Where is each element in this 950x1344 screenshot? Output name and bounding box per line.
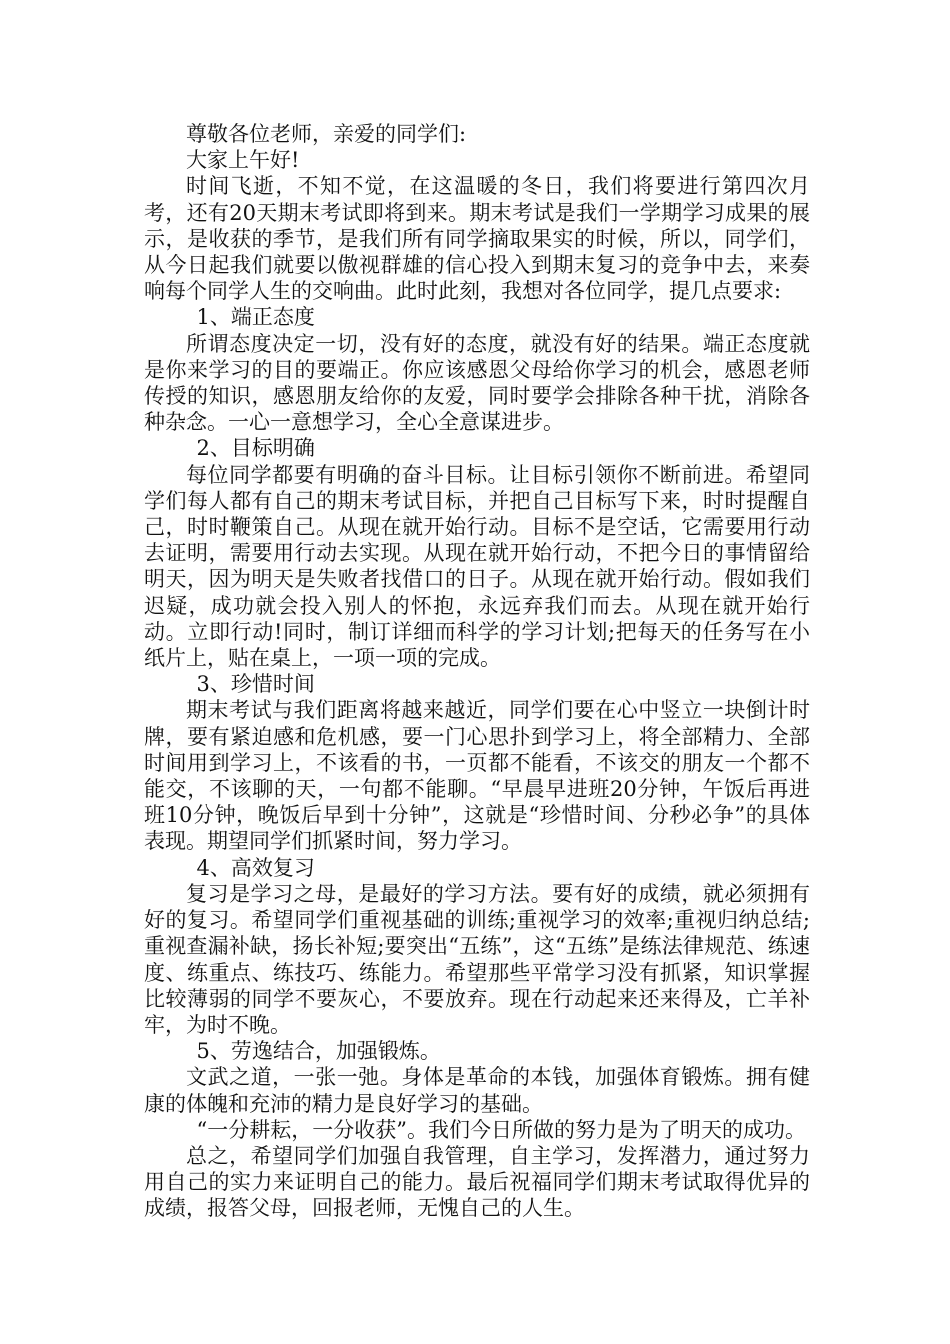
section-heading-3: 3、珍惜时间 [196,672,315,697]
section-body-3: 期末考试与我们距离将越来越近，同学们要在心中竖立一块倒计时牌，要有紧迫感和危机感，要一门心思扑到学习上，将全部精力、全部时间用到学习上，不该看的书，一页都不能看，不该交的朋友一个都不能交，不该聊的天，一句都不能聊。“早晨早进班20分钟，午饭后再进班10分钟，晚饭后早到十分钟”，这就是“珍惜时间、分秒必争”的具体表现。期望同学们抓紧时间，努力学习。 [144,698,810,854]
section-body-2: 每位同学都要有明确的奋斗目标。让目标引领你不断前进。希望同学们每人都有自己的期末考试目标，并把自己目标写下来，时时提醒自己，时时鞭策自己。从现在就开始行动。目标不是空话，它需要用行动去证明，需要用行动去实现。从现在就开始行动，不把今日的事情留给明天，因为明天是失败者找借口的日子。从现在就开始行动。假如我们迟疑，成功就会投入别人的怀抱，永远弃我们而去。从现在就开始行动。立即行动!同时，制订详细而科学的学习计划;把每天的任务写在小纸片上，贴在桌上，一项一项的完成。 [144,462,810,671]
section-body-1: 所谓态度决定一切，没有好的态度，就没有好的结果。端正态度就是你来学习的目的要端正。你应该感恩父母给你学习的机会，感恩老师传授的知识，感恩朋友给你的友爱，同时要学会排除各种干扰，消除各种杂念。一心一意想学习，全心全意谋进步。 [144,331,810,435]
section-body-5: 文武之道，一张一弛。身体是革命的本钱，加强体育锻炼。拥有健康的体魄和充沛的精力是良好学习的基础。 [144,1065,810,1116]
section-body-4: 复习是学习之母，是最好的学习方法。要有好的成绩，就必须拥有好的复习。希望同学们重视基础的训练;重视学习的效率;重视归纳总结;重视查漏补缺，扬长补短;要突出“五练”，这“五练”是练法律规范、练速度、练重点、练技巧、练能力。希望那些平常学习没有抓紧，知识掌握比较薄弱的同学不要灰心，不要放弃。现在行动起来还来得及，亡羊补牢，为时不晚。 [144,881,810,1037]
section-heading-1: 1、端正态度 [196,305,315,330]
section-heading-4: 4、高效复习 [196,855,315,880]
greeting: 尊敬各位老师，亲爱的同学们: [186,122,467,146]
section-heading-2: 2、目标明确 [196,436,315,461]
section-heading-5: 5、劳逸结合，加强锻炼。 [196,1039,441,1064]
intro-paragraph: 时间飞逝，不知不觉，在这温暖的冬日，我们将要进行第四次月考，还有20天期末考试即将到来。期末考试是我们一学期学习成果的展示，是收获的季节，是我们所有同学摘取果实的时候，所以，同学们，从今日起我们就要以傲视群雄的信心投入到期末复习的竞争中去，来奏响每个同学人生的交响曲。此时此刻，我想对各位同学，提几点要求: [144,174,810,304]
conclusion-paragraph: 总之，希望同学们加强自我管理，自主学习，发挥潜力，通过努力用自己的实力来证明自己的能力。最后祝福同学们期末考试取得优异的成绩，报答父母，回报老师，无愧自己的人生。 [144,1143,810,1221]
speech-text [144,121,810,1222]
salutation: 大家上午好! [186,148,300,173]
quote-paragraph: “一分耕耘，一分收获”。我们今日所做的努力是为了明天的成功。 [196,1117,806,1142]
